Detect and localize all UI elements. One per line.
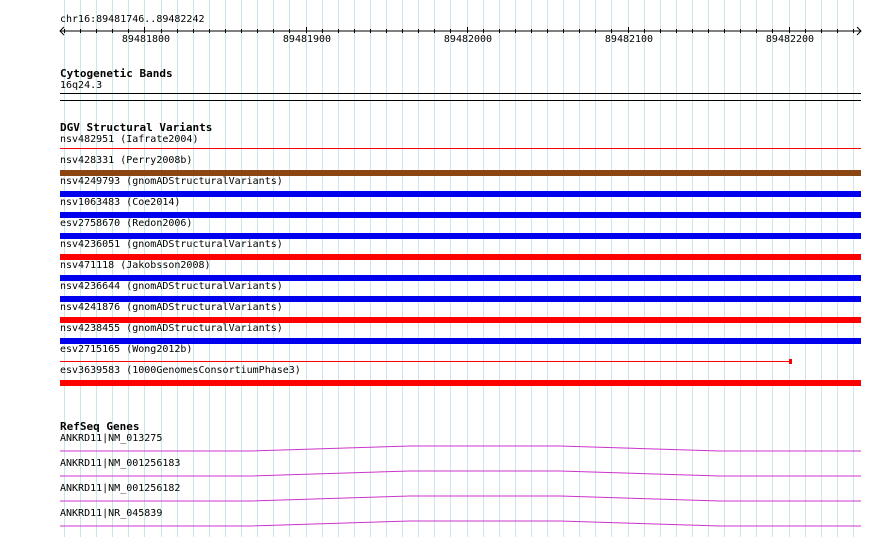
- dgv-feature-label[interactable]: nsv428331 (Perry2008b): [60, 155, 193, 166]
- dgv-feature-bar[interactable]: [60, 361, 790, 362]
- refseq-gene-model[interactable]: [0, 492, 890, 502]
- dgv-feature-label[interactable]: nsv4241876 (gnomADStructuralVariants): [60, 302, 283, 313]
- ruler-tick-label: 89481800: [121, 34, 171, 45]
- refseq-gene-label[interactable]: ANKRD11|NM_001256183: [60, 458, 181, 469]
- dgv-feature-label[interactable]: esv2758670 (Redon2006): [60, 218, 193, 229]
- refseq-gene-model[interactable]: [0, 517, 890, 527]
- dgv-feature-label[interactable]: nsv4238455 (gnomADStructuralVariants): [60, 323, 283, 334]
- dgv-track-title: DGV Structural Variants: [60, 121, 213, 134]
- cytoband-band-bottom[interactable]: [60, 100, 861, 101]
- dgv-feature-label[interactable]: nsv4236051 (gnomADStructuralVariants): [60, 239, 283, 250]
- cytoband-label: 16q24.3: [60, 80, 103, 91]
- refseq-gene-model[interactable]: [0, 442, 890, 452]
- dgv-feature-bar[interactable]: [60, 380, 861, 386]
- location-label: chr16:89481746..89482242: [60, 14, 205, 25]
- dgv-feature-label[interactable]: esv2715165 (Wong2012b): [60, 344, 193, 355]
- dgv-feature-label[interactable]: nsv4236644 (gnomADStructuralVariants): [60, 281, 283, 292]
- refseq-gene-model[interactable]: [0, 467, 890, 477]
- ruler-tick-label: 89482200: [765, 34, 815, 45]
- dgv-feature-end-marker: [789, 359, 792, 364]
- dgv-feature-label[interactable]: nsv471118 (Jakobsson2008): [60, 260, 211, 271]
- dgv-feature-label[interactable]: nsv4249793 (gnomADStructuralVariants): [60, 176, 283, 187]
- ruler-tick-label: 89482000: [443, 34, 493, 45]
- refseq-gene-label[interactable]: ANKRD11|NR_045839: [60, 508, 163, 519]
- ruler-tick-label: 89482100: [604, 34, 654, 45]
- refseq-track-title: RefSeq Genes: [60, 420, 140, 433]
- dgv-feature-label[interactable]: nsv482951 (Iafrate2004): [60, 134, 199, 145]
- refseq-gene-label[interactable]: ANKRD11|NM_013275: [60, 433, 163, 444]
- ruler-tick-label: 89481900: [282, 34, 332, 45]
- refseq-gene-label[interactable]: ANKRD11|NM_001256182: [60, 483, 181, 494]
- cytoband-track-title: Cytogenetic Bands: [60, 67, 173, 80]
- dgv-feature-label[interactable]: esv3639583 (1000GenomesConsortiumPhase3): [60, 365, 301, 376]
- cytoband-band-top[interactable]: [60, 93, 861, 94]
- dgv-feature-bar[interactable]: [60, 148, 861, 149]
- dgv-feature-label[interactable]: nsv1063483 (Coe2014): [60, 197, 181, 208]
